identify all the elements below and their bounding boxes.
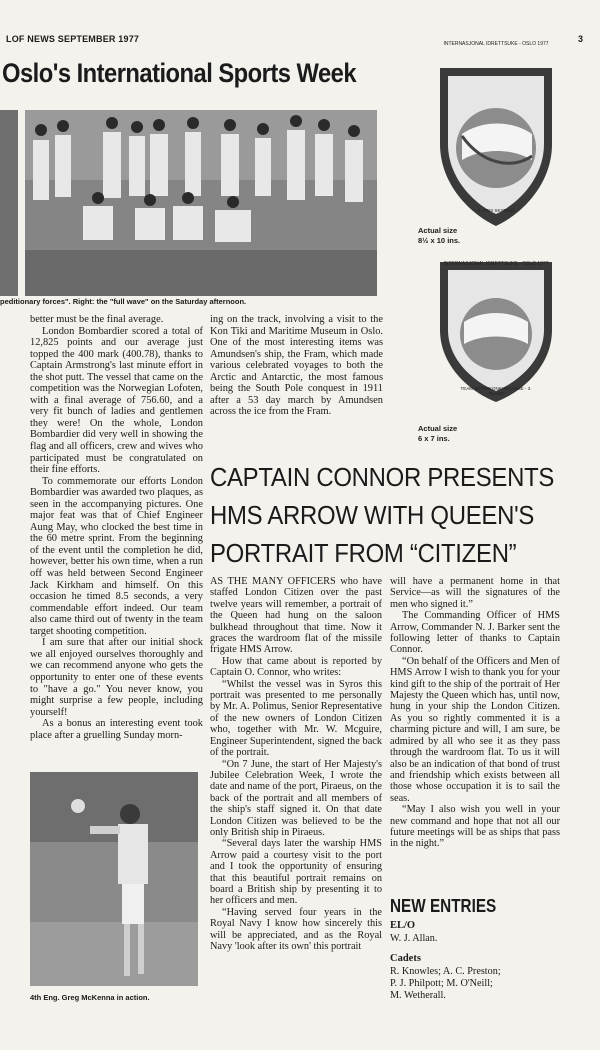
new-entries-heading: EL/O	[390, 920, 416, 931]
new-entries-line: P. J. Philpott; M. O'Neill;	[390, 978, 493, 989]
article2-col1-para: “Several days later the warship HMS Arrow paid a courtesy visit to the port and I took the opportunity of ensuring that this beautiful portrait remains on board a British ship by presenting it to her officers and men.	[210, 838, 382, 907]
team-photo	[25, 110, 377, 296]
article1-col1-para: As a bonus an interesting event took place after a gruelling Sunday morn-	[30, 718, 203, 741]
article2-title-line: PORTRAIT FROM “CITIZEN”	[210, 538, 517, 568]
photo-left-fragment	[0, 110, 18, 296]
article2-title-line: CAPTAIN CONNOR PRESENTS	[210, 462, 555, 492]
new-entries-line: W. J. Allan.	[390, 933, 438, 944]
article2-col2-para: will have a permanent home in that Service—as will the signatures of the men who signed it.”	[390, 576, 560, 610]
new-entries-line: M. Wetherall.	[390, 990, 446, 1001]
shot-putt-photo	[30, 772, 198, 986]
article2-col1-para: “Having served four years in the Royal Navy I know how sincerely this will be appreciated, and as the Royal Navy 'look after its own' this portrait	[210, 906, 382, 952]
plaque-large-size-value: 8½ x 10 ins.	[418, 236, 461, 245]
article1-col1-para: London Bombardier scored a total of 12,825 points and our average just topped the 400 mark (400.78), thanks to Captain Armstrong's last minute effort in the shot putt. The vessel that came on the competition was the Norwegian Lofoten, with a final average of 756.60, and a very fit bunch of ladies and gentlemen they were! On the whole, London Bombardier did very well in showing the flag and all officers, crew and wives who participated must be congratulated on their fine efforts.	[30, 325, 203, 476]
plaque-small-inner-text: TEAM SKYTEKONKURRANSE - 3. PLASS	[460, 386, 532, 396]
article2-col1-para: “On 7 June, the start of Her Majesty's Jubilee Celebration Week, I wrote the date and name of the port, Piraeus, on the back of the portrait and all members of the ship's staff signed it. On that date London Citizen was believed to be the only British ship in Piraeus.	[210, 758, 382, 838]
article2-col1-para: AS THE MANY OFFICERS who have staffed London Citizen over the past twelve years will remember, a portrait of the Queen had hung on the saloon bulkhead throughout that time. Now it graces the wardroom flat of the missile frigate HMS Arrow.	[210, 576, 382, 656]
shot-putt-caption: 4th Eng. Greg McKenna in action.	[30, 993, 150, 1002]
new-entries-title: NEW ENTRIES	[390, 896, 497, 916]
team-photo-figures	[25, 110, 377, 296]
plaque-small	[432, 258, 560, 406]
new-entries-heading: Cadets	[390, 953, 421, 964]
article1-col1-para: better must be the final average.	[30, 314, 164, 325]
shot-putt-figure	[30, 772, 198, 986]
article2-col2-para: The Commanding Officer of HMS Arrow, Commander N. J. Barker sent the following letter of thanks to Captain Connor.	[390, 610, 560, 656]
article2-col2-para: “May I also wish you well in your new command and hope that not all our future meetings will be as ships that pass in the night.”	[390, 804, 560, 850]
team-photo-caption: peditionary forces". Right: the "full wave" on the Saturday afternoon.	[0, 297, 247, 306]
article2-col1-para: How that came about is reported by Captain O. Connor, who writes:	[210, 655, 382, 679]
article2-column-1	[210, 576, 382, 952]
article1-column-1	[30, 314, 203, 741]
plaque-large-size-label: Actual size	[418, 226, 458, 235]
article2-col2-para: “On behalf of the Officers and Men of HMS Arrow I wish to thank you for your kind gift to the ship of the portrait of Her Majesty the Queen which has, until now, hung in your ship the London Citizen. As you so rightly commented it is a charming picture and will, I am sure, be admired by all who see it as they pass through the wardroom flat. To us it will also be an indication of that bond of trust and friendship which exists between all those whose occupation it is to sail the seas.	[390, 655, 560, 804]
plaque-large-rim-text: INTERNASJONAL IDRETTSUKE - OSLO 1977	[443, 41, 549, 47]
article2-title-line: HMS ARROW WITH QUEEN'S	[210, 500, 535, 530]
article2-col1-para: “Whilst the vessel was in Syros this portrait was presented to me personally by Mr. A. Polimus, Senior Representative of the new owners of London Citizen who, together with Mr. W. Mcguire, Engineer Superintendent, signed the back of the portrait.	[210, 678, 382, 759]
page-number: 3	[578, 34, 584, 44]
article1-col1-para: To commemorate our efforts London Bombardier was awarded two plaques, as seen in the accompanying pictures. One major feat was that of Chief Engineer Aung May, who clocked the best time in the 60 metre sprint. From the beginning of the event until the completion he did, however, better his own time, when a run off was held between Second Engineer Jack Kirkham and himself. On this occasion he timed 8.5 seconds, a very commendable effort indeed. Our team also came third out of twenty in the team target shooting competition.	[30, 475, 203, 637]
article-title: Oslo's International Sports Week	[2, 58, 357, 88]
article1-col2-para: ing on the track, involving a visit to the Kon Tiki and Maritime Museum in Oslo. One of the most interesting items was Amundsen's ship, the Fram, which made various celebrated voyages to both the Arctic and Antarctic, the most famous being the South Pole conquest in 1911 after a 53 day march by Amundsen across the ice from the Fram.	[210, 314, 383, 418]
article2-column-2	[390, 576, 560, 850]
plaque-large-inner-text: 3. PRIS SKYTING	[477, 208, 515, 213]
plaque-small-size-label: Actual size	[418, 424, 458, 433]
new-entries-line: R. Knowles; A. C. Preston;	[390, 966, 501, 977]
page-header: LOF NEWS SEPTEMBER 1977	[6, 34, 140, 44]
plaque-small-size-value: 6 x 7 ins.	[418, 434, 450, 443]
plaque-large	[432, 64, 560, 230]
plaque-small-rim-text: INTERNASJONAL IDRETTSUKE - OSLO 1977	[443, 261, 549, 267]
article1-col1-para: I am sure that after our initial shock we all enjoyed ourselves thoroughly and we can recommend anyone who gets the opportunity to enter one of these events to "have a go." You never know, you might surprise a few people, including yourself!	[30, 637, 203, 718]
article1-column-2	[210, 314, 383, 418]
